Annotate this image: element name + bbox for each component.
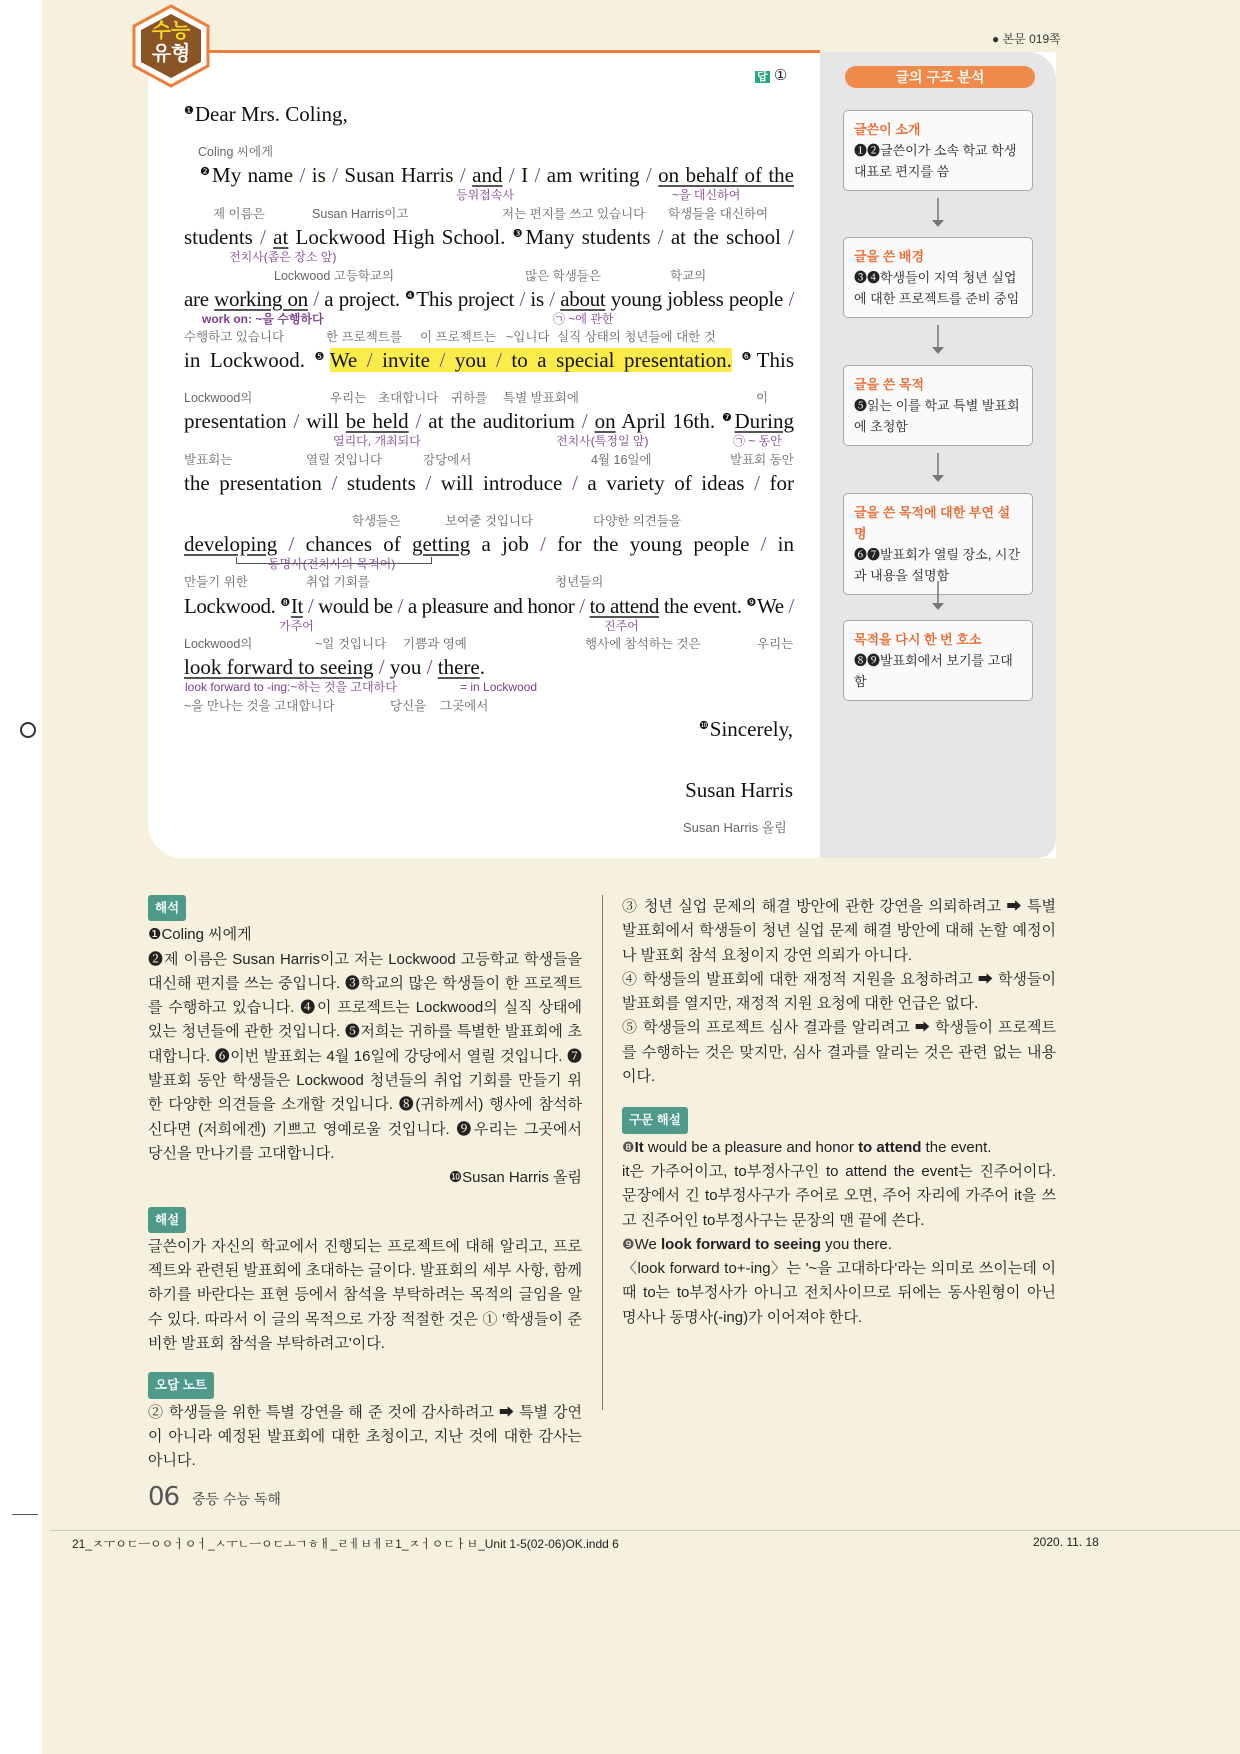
sentence-number-marker: ❿: [698, 719, 709, 732]
phrase: Dear Mrs. Coling,: [194, 102, 348, 126]
letter-line: [184, 594, 794, 618]
letter-line: [184, 471, 794, 495]
translation-line1: ❶Coling 씨에게: [148, 926, 252, 944]
slash-divider: /: [260, 225, 266, 249]
korean-gloss: 학생들을 대신하여: [668, 207, 769, 221]
structure-box: [843, 493, 1033, 595]
slash-divider: /: [579, 594, 585, 618]
highlighted-sentence: We / invite / you / to a special presentation.: [329, 348, 732, 372]
structure-box-body: ❸❹학생들이 지역 청년 실업에 대한 프로젝트를 준비 중임: [854, 270, 1020, 306]
letter-line: [184, 348, 794, 372]
korean-gloss: 학생들은: [352, 514, 401, 528]
structure-box-body: ❶❷글쓴이가 소속 학교 학생 대표로 편지를 씀: [854, 143, 1017, 179]
answer: [755, 66, 787, 84]
phrase: Many students / at the school /: [525, 225, 795, 249]
sentence-number-marker: ❸: [512, 227, 525, 240]
underlined-phrase: working on: [214, 287, 308, 311]
korean-gloss: 초대합니다: [378, 391, 439, 405]
structure-title: 글의 구조 분석: [845, 66, 1035, 88]
grammar-annotation: 동명사(전치사의 목적어): [268, 557, 396, 571]
badge-line1: 수능: [151, 20, 191, 42]
phrase: in Lockwood.: [184, 348, 315, 372]
korean-gloss: 만들기 위한: [184, 575, 248, 589]
letter-line: [699, 717, 793, 741]
korean-gloss: 청년들의: [555, 575, 604, 589]
korean-gloss: 우리는: [757, 637, 794, 651]
grammar-annotation: ㉠ ~에 관한: [553, 312, 614, 326]
column-divider: [602, 895, 603, 1410]
korean-gloss: 한 프로젝트를: [326, 330, 402, 344]
phrase: the event.: [658, 594, 747, 618]
crop-mark: [12, 1514, 38, 1515]
letter-line: [184, 655, 485, 679]
answer-label: 답: [757, 71, 768, 83]
korean-gloss: Susan Harris 올림: [683, 820, 787, 835]
underlined-phrase: about: [560, 287, 606, 311]
wrong-note-item: ⑤ 학생들의 프로젝트 심사 결과를 알리려고 ➡ 학생들이 프로젝트를 수행하는 것은 맞지만, 심사 결과를 알리는 것은 관련 없는 내용이다.: [622, 1019, 1056, 1086]
slash-divider: /: [288, 532, 295, 556]
grammar-annotation: 열리다, 개최되다: [333, 434, 421, 448]
syntax-sentence-9: [622, 1233, 1056, 1257]
slash-divider: /: [549, 287, 555, 311]
korean-gloss: Coling 씨에게: [198, 145, 274, 159]
down-arrow-icon: [931, 198, 945, 228]
phrase: This project / is /: [416, 287, 555, 311]
phrase: presentation / will: [184, 409, 346, 433]
underlined-phrase: on behalf of the: [658, 163, 795, 187]
book-title: 중등 수능 독해: [192, 1491, 281, 1507]
structure-box-title: 글을 쓴 배경: [854, 249, 925, 264]
korean-gloss: 이: [756, 391, 769, 405]
slash-divider: /: [788, 594, 794, 618]
underlined-phrase: there: [437, 655, 480, 679]
korean-gloss: ~입니다: [506, 330, 550, 344]
structure-box: [843, 620, 1033, 701]
page-reference: ● 본문 019쪽: [992, 32, 1061, 46]
letter-line: [184, 287, 794, 311]
slash-divider: /: [534, 163, 541, 187]
korean-gloss: ~을 만나는 것을 고대합니다: [184, 699, 335, 713]
marker-9: ❾: [622, 1236, 635, 1253]
slash-divider: /: [788, 287, 795, 311]
korean-gloss: 학교의: [670, 269, 707, 283]
text: you there.: [821, 1235, 892, 1253]
syntax-explanation-9: 〈look forward to+-ing〉는 '~을 고대하다'라는 의미로 쓰이는데 이때 to는 to부정사가 아니고 전치사이므로 뒤에는 동사원형이 아닌 명사나 동명사(-ing)가 이어져야 한다.: [622, 1260, 1056, 1326]
wrong-note-item: ④ 학생들의 발표회에 대한 재정적 지원을 요청하려고 ➡ 학생들이 발표회를 열지만, 재정적 지원 요청에 대한 언급은 없다.: [622, 970, 1056, 1013]
slash-divider: /: [439, 348, 446, 372]
letter-line: [184, 409, 794, 433]
structure-box-body: ❺읽는 이를 학교 특별 발표회에 초청함: [854, 398, 1020, 434]
korean-gloss: 발표회는: [184, 453, 233, 467]
phrase: Lockwood.: [184, 594, 281, 618]
phrase: / you /: [378, 655, 433, 679]
explanation-text: 글쓴이가 자신의 학교에서 진행되는 프로젝트에 대해 알리고, 프로젝트와 관련된 발표회에 초대하는 글이다. 발표회의 세부 사항, 함께하기를 바란다는 표현 등에서 참석을 부탁하려는 목적의 글임을 알 수 있다. 따라서 이 글의 목적으로 가장 적절한 것은 ① '학생들이 준비한 발표회 참석을 부탁하려고'이다.: [148, 1237, 582, 1353]
korean-gloss: 다양한 의견들을: [593, 514, 681, 528]
slash-divider: /: [425, 471, 432, 495]
slash-divider: /: [496, 348, 502, 372]
print-page: 6: [612, 1537, 619, 1551]
sentence-number-marker: ❾: [746, 596, 756, 609]
print-date: 2020. 11. 18: [1033, 1535, 1099, 1549]
sentence-number-marker: ❻: [741, 350, 756, 363]
grammar-annotation: 전치사(특정일 앞): [556, 434, 649, 448]
letter-line: [184, 225, 794, 249]
underlined-phrase: on: [594, 409, 616, 433]
slash-divider: /: [519, 287, 526, 311]
grammar-annotation: ~을 대신하여: [672, 188, 741, 202]
slash-divider: /: [459, 163, 466, 187]
sentence-number-marker: ❽: [280, 596, 290, 609]
print-rule: [50, 1530, 1240, 1531]
phrase: Lockwood High School.: [288, 225, 513, 249]
sentence-number-marker: ❶: [184, 104, 194, 117]
underlined-phrase: During: [734, 409, 795, 433]
slash-divider: /: [571, 471, 578, 495]
bold-to-attend: to attend: [858, 1138, 922, 1156]
grammar-annotation: ㉠ ~ 동안: [733, 434, 782, 448]
grammar-annotation: 가주어: [279, 619, 314, 633]
text: would be a pleasure and honor: [643, 1138, 859, 1156]
korean-gloss: 발표회 동안: [730, 453, 794, 467]
slash-divider: /: [331, 471, 338, 495]
bold-look-forward: look forward to seeing: [660, 1235, 821, 1253]
bold-it: It: [634, 1138, 644, 1156]
slash-divider: /: [426, 655, 433, 679]
phrase: / would be / a pleasure and honor /: [307, 594, 585, 618]
phrase: My name / is / Susan Harris /: [212, 163, 466, 187]
underlined-phrase: It: [290, 594, 303, 618]
korean-gloss: 이 프로젝트는: [420, 330, 496, 344]
slash-divider: /: [508, 163, 515, 187]
slash-divider: /: [760, 532, 767, 556]
phrase: young jobless people /: [605, 287, 795, 311]
korean-gloss: Susan Harris이고: [312, 207, 409, 221]
underlined-phrase: be held: [345, 409, 409, 433]
explanation-badge: 해설: [148, 1207, 186, 1233]
korean-gloss: 당신을: [390, 699, 427, 713]
underlined-phrase: and: [472, 163, 503, 187]
korean-gloss: 실직 상태의 청년들에 대한 것: [557, 330, 716, 344]
structure-box-title: 목적을 다시 한 번 호소: [854, 632, 982, 647]
syntax-explanation-8: it은 가주어이고, to부정사구인 to attend the event는 진주어이다. 문장에서 긴 to부정사구가 주어로 오면, 주어 자리에 가주어 it을 쓰고 진주어인 to부정사구는 문장의 맨 끝에 쓴다.: [622, 1162, 1056, 1229]
korean-gloss: 보여줄 것입니다: [445, 514, 533, 528]
sentence-number-marker: ❼: [722, 411, 734, 424]
phrase: / I / am writing /: [508, 163, 652, 187]
korean-gloss: ~일 것입니다: [315, 637, 387, 651]
slash-divider: /: [581, 409, 588, 433]
text: the event.: [921, 1138, 992, 1156]
korean-gloss: 기쁨과 영예: [403, 637, 467, 651]
registration-mark-icon: [20, 722, 36, 738]
phrase: students /: [184, 225, 266, 249]
slash-divider: /: [415, 409, 422, 433]
slash-divider: /: [332, 163, 339, 187]
slash-divider: /: [313, 287, 319, 311]
korean-gloss: 특별 발표회에: [503, 391, 579, 405]
phrase: / at the auditorium /: [415, 409, 588, 433]
phrase: We /: [756, 594, 794, 618]
slash-divider: /: [540, 532, 546, 556]
letter-line: [685, 778, 793, 802]
slash-divider: /: [299, 163, 306, 187]
underlined-phrase: at: [273, 225, 289, 249]
letter-line: [184, 102, 348, 126]
phrase: / a project.: [313, 287, 406, 311]
badge-line2: 유형: [151, 43, 191, 65]
phrase: Sincerely,: [709, 717, 793, 741]
structure-box-title: 글을 쓴 목적: [854, 377, 925, 392]
korean-gloss: 강당에서: [423, 453, 472, 467]
structure-box-title: 글쓴이 소개: [854, 122, 921, 137]
syntax-badge: 구문 해설: [622, 1107, 688, 1133]
structure-box: [843, 110, 1033, 191]
sentence-number-marker: ❷: [200, 165, 212, 178]
slash-divider: /: [645, 163, 652, 187]
header-rule: [205, 50, 820, 53]
exam-type-badge: [132, 20, 210, 66]
slash-divider: /: [397, 594, 403, 618]
syntax-sentence-8: [622, 1136, 1056, 1160]
korean-gloss: Lockwood의: [184, 391, 253, 405]
grammar-annotation: work on: ~을 수행하다: [202, 312, 324, 326]
slash-divider: /: [754, 471, 760, 495]
underlined-phrase: to attend: [589, 594, 659, 618]
slash-divider: /: [366, 348, 373, 372]
print-info: [72, 1535, 619, 1552]
korean-gloss: 수행하고 있습니다: [184, 330, 285, 344]
structure-box-body: ❻❼발표회가 열릴 장소, 시간과 내용을 설명함: [854, 547, 1021, 583]
slash-divider: /: [657, 225, 664, 249]
structure-box: [843, 365, 1033, 446]
answer-value: ①: [773, 67, 788, 84]
print-file: 21_ㅈㅜㅇㄷㅡㅇㅇㅓㅇㅓ_ㅅㅜㄴㅡㅇㄷㅗㄱㅎㅐ_ㄹㅔㅂㅔㄹ1_ㅈㅓㅇㄷㅏㅂ_Unit 1-5(02-06)OK.indd: [72, 1537, 609, 1551]
underlined-phrase: getting: [411, 532, 471, 556]
slash-divider: /: [293, 409, 300, 433]
grammar-annotation: 등위접속사: [456, 188, 514, 202]
slash-divider: /: [788, 225, 795, 249]
phrase: a job / for the young people / in: [470, 532, 795, 556]
korean-gloss: 저는 편지를 쓰고 있습니다: [502, 207, 646, 221]
translation-signature: ❿Susan Harris 올림: [448, 1169, 582, 1187]
translation-body: ❷제 이름은 Susan Harris이고 저는 Lockwood 고등학교 학생들을 대신해 편지를 쓰는 중입니다. ❸학교의 많은 학생들이 한 프로젝트를 수행하고 있습니다. ❹이 프로젝트는 Lockwood의 실직 상태에 있는 청년들에 관한 것입니다. ❺저희는 귀하를 특별한 발표회에 초대합니다. ❻이번 발표회는 4월 16일에 강당에서 열릴 것입니다. ❼발표회 동안 학생들은 Lockwood 청년들의 취업 기회를 만들기 위한 다양한 의견들을 소개할 것입니다. ❽(귀하께서) 행사에 참석하신다면 (저희에겐) 기쁘고 영예로울 것입니다. ❾우리는 그곳에서 당신을 만나기를 고대합니다.: [148, 950, 582, 1162]
sentence-number-marker: ❹: [405, 289, 416, 302]
gerund-bracket: [236, 557, 432, 564]
korean-gloss: Lockwood 고등학교의: [274, 269, 395, 283]
structure-box-body: ❽❾발표회에서 보기를 고대함: [854, 653, 1013, 689]
phrase: are: [184, 287, 215, 311]
phrase: the presentation / students / will introduce / a variety of ideas / for: [184, 471, 794, 495]
marker-8: ❽: [622, 1139, 635, 1156]
underlined-phrase: developing: [184, 532, 278, 556]
korean-gloss: 우리는: [330, 391, 367, 405]
down-arrow-icon: [931, 325, 945, 355]
slash-divider: /: [307, 594, 314, 618]
underlined-phrase: look forward to seeing: [184, 655, 374, 679]
wrong-note-item: ③ 청년 실업 문제의 해결 방안에 관한 강연을 의뢰하려고 ➡ 특별 발표회에서 학생들이 청년 실업 문제 해결 방안에 대해 논할 예정이나 발표회 참석 요청이지 강연 의뢰가 아니다.: [622, 898, 1056, 964]
korean-gloss: 열릴 것입니다: [306, 453, 382, 467]
korean-gloss: 취업 기회를: [306, 575, 370, 589]
korean-gloss: 많은 학생들은: [525, 269, 601, 283]
wrong-notes-badge: 오답 노트: [148, 1372, 214, 1398]
text: We: [634, 1235, 661, 1253]
structure-box: [843, 237, 1033, 318]
grammar-annotation: 전치사(좁은 장소 앞): [229, 250, 337, 264]
sentence-number-marker: ❺: [314, 350, 329, 363]
page-number: 06: [148, 1482, 180, 1512]
phrase: This: [756, 348, 794, 372]
korean-gloss: 4월 16일에: [591, 453, 652, 467]
korean-gloss: 귀하를: [451, 391, 488, 405]
down-arrow-icon: [931, 581, 945, 611]
grammar-annotation: 진주어: [604, 619, 639, 633]
right-column: [622, 895, 1056, 1330]
letter-line: [200, 163, 794, 187]
phrase: Susan Harris: [685, 778, 793, 802]
structure-box-title: 글을 쓴 목적에 대한 부연 설명: [854, 505, 1011, 541]
grammar-annotation: look forward to -ing:~하는 것을 고대하다: [185, 680, 397, 694]
down-arrow-icon: [931, 453, 945, 483]
slash-divider: /: [378, 655, 385, 679]
left-column: [148, 895, 582, 1474]
korean-gloss: 행사에 참석하는 것은: [585, 637, 701, 651]
korean-gloss: Lockwood의: [184, 637, 253, 651]
phrase: .: [479, 655, 485, 679]
translation-badge: 해석: [148, 895, 186, 921]
korean-gloss: 제 이름은: [213, 207, 265, 221]
wrong-note-item: ② 학생들을 위한 특별 강연을 해 준 것에 감사하려고 ➡ 특별 강연이 아니라 예정된 발표회에 대한 초청이고, 지난 것에 대한 감사는 아니다.: [148, 1403, 582, 1470]
grammar-annotation: = in Lockwood: [460, 680, 538, 694]
korean-gloss: 그곳에서: [440, 699, 489, 713]
phrase: April 16th.: [615, 409, 723, 433]
letter-line: [184, 532, 794, 556]
phrase: / chances of: [288, 532, 412, 556]
